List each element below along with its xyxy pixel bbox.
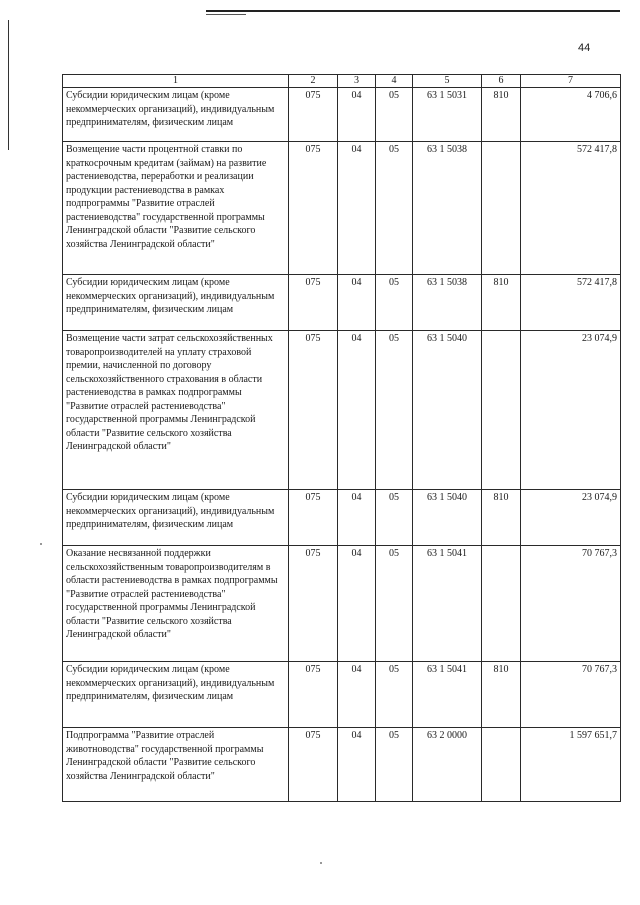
subsection-code: 05	[376, 142, 413, 275]
ministry-code: 075	[289, 331, 338, 490]
header-row	[63, 75, 621, 88]
row-name: Субсидии юридическим лицам (кроме некоммерческих организаций), индивидуальным предпринимателям, физическим лицам	[63, 275, 289, 331]
target-code: 63 1 5040	[413, 490, 482, 546]
header-cell: 4	[376, 75, 413, 88]
table-row	[63, 662, 621, 728]
subsection-code: 05	[376, 275, 413, 331]
subsection-code: 05	[376, 662, 413, 728]
row-name: Возмещение части процентной ставки по краткосрочным кредитам (займам) на развитие растениеводства, переработки и реализации продукции растениеводства в рамках подпрограммы "Развитие отраслей растениеводства" государственной программы Ленинградской области "Развитие сельского хозяйства Ленинградской области"	[63, 142, 289, 275]
target-code: 63 1 5038	[413, 275, 482, 331]
row-name: Субсидии юридическим лицам (кроме некоммерческих организаций), индивидуальным предпринимателям, физическим лицам	[63, 490, 289, 546]
ministry-code: 075	[289, 142, 338, 275]
section-code: 04	[338, 728, 376, 802]
subsection-code: 05	[376, 88, 413, 142]
ministry-code: 075	[289, 662, 338, 728]
target-code: 63 2 0000	[413, 728, 482, 802]
amount: 4 706,6	[521, 88, 621, 142]
subsection-code: 05	[376, 490, 413, 546]
amount: 572 417,8	[521, 275, 621, 331]
amount: 23 074,9	[521, 490, 621, 546]
scan-speck	[40, 543, 42, 545]
ministry-code: 075	[289, 546, 338, 662]
page-number: 44	[578, 42, 591, 54]
expense-type-code	[482, 728, 521, 802]
expense-type-code: 810	[482, 490, 521, 546]
row-name: Субсидии юридическим лицам (кроме некоммерческих организаций), индивидуальным предпринимателям, физическим лицам	[63, 88, 289, 142]
target-code: 63 1 5040	[413, 331, 482, 490]
expense-type-code: 810	[482, 88, 521, 142]
target-code: 63 1 5031	[413, 88, 482, 142]
amount: 572 417,8	[521, 142, 621, 275]
left-margin-mark	[8, 20, 9, 150]
table-row	[63, 275, 621, 331]
table-row	[63, 88, 621, 142]
ministry-code: 075	[289, 490, 338, 546]
subsection-code: 05	[376, 331, 413, 490]
section-code: 04	[338, 662, 376, 728]
expense-type-code: 810	[482, 662, 521, 728]
amount: 23 074,9	[521, 331, 621, 490]
ministry-code: 075	[289, 728, 338, 802]
row-name: Подпрограмма "Развитие отраслей животноводства" государственной программы Ленинградской области "Развитие сельского хозяйства Ленинградской области"	[63, 728, 289, 802]
expense-type-code	[482, 331, 521, 490]
header-cell: 3	[338, 75, 376, 88]
amount: 70 767,3	[521, 662, 621, 728]
header-cell: 7	[521, 75, 621, 88]
header-cell: 6	[482, 75, 521, 88]
section-code: 04	[338, 142, 376, 275]
ministry-code: 075	[289, 275, 338, 331]
table-row	[63, 331, 621, 490]
table-row	[63, 546, 621, 662]
expense-type-code	[482, 546, 521, 662]
subsection-code: 05	[376, 728, 413, 802]
section-code: 04	[338, 331, 376, 490]
budget-table	[62, 74, 621, 802]
section-code: 04	[338, 546, 376, 662]
row-name: Субсидии юридическим лицам (кроме некоммерческих организаций), индивидуальным предпринимателям, физическим лицам	[63, 662, 289, 728]
target-code: 63 1 5041	[413, 662, 482, 728]
table-row	[63, 490, 621, 546]
table-row	[63, 728, 621, 802]
section-code: 04	[338, 490, 376, 546]
header-cell: 1	[63, 75, 289, 88]
row-name: Оказание несвязанной поддержки сельскохозяйственным товаропроизводителям в области растениеводства в рамках подпрограммы "Развитие отраслей растениеводства" государственной программы Ленинградской области "Развитие сельского хозяйства Ленинградской области"	[63, 546, 289, 662]
amount: 1 597 651,7	[521, 728, 621, 802]
section-code: 04	[338, 275, 376, 331]
expense-type-code	[482, 142, 521, 275]
top-rule-thin	[206, 14, 246, 15]
target-code: 63 1 5041	[413, 546, 482, 662]
scan-speck	[320, 862, 322, 864]
subsection-code: 05	[376, 546, 413, 662]
ministry-code: 075	[289, 88, 338, 142]
amount: 70 767,3	[521, 546, 621, 662]
header-cell: 2	[289, 75, 338, 88]
top-rule	[206, 10, 620, 12]
table-row	[63, 142, 621, 275]
expense-type-code: 810	[482, 275, 521, 331]
section-code: 04	[338, 88, 376, 142]
row-name: Возмещение части затрат сельскохозяйственных товаропроизводителей на уплату страховой премии, начисленной по договору сельскохозяйственного страхования в области растениеводства в рамках подпрограммы "Развитие отраслей растениеводства" государственной программы Ленинградской области "Развитие сельского хозяйства Ленинградской области"	[63, 331, 289, 490]
target-code: 63 1 5038	[413, 142, 482, 275]
header-cell: 5	[413, 75, 482, 88]
